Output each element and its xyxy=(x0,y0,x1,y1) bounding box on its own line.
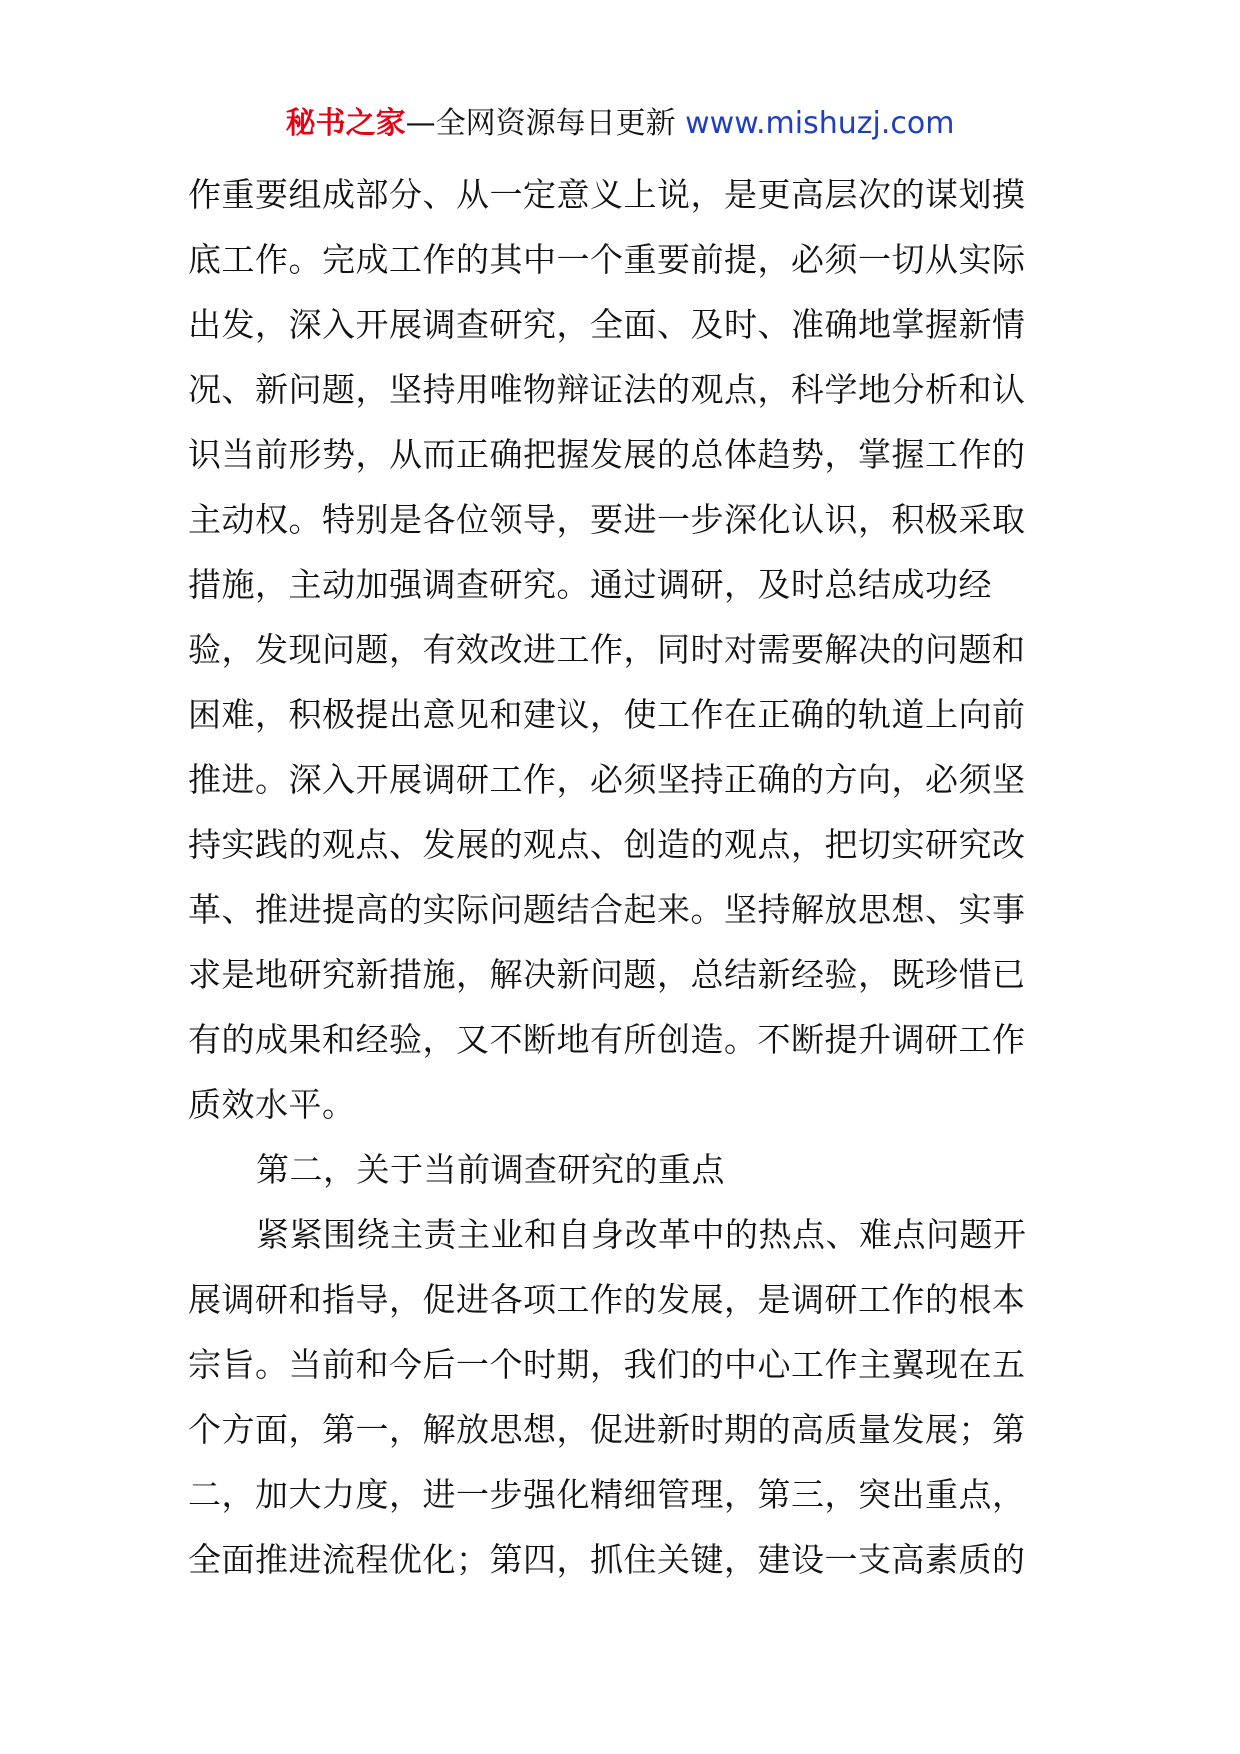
text-line: 推进。深入开展调研工作，必须坚持正确的方向，必须坚 xyxy=(188,760,1026,799)
text-line: 况、新问题，坚持用唯物辩证法的观点，科学地分析和认 xyxy=(188,370,1026,409)
website-link[interactable]: www.mishuzj.com xyxy=(685,106,955,141)
page-header xyxy=(0,100,1240,148)
text-line: 作重要组成部分、从一定意义上说，是更高层次的谋划摸 xyxy=(188,175,1026,214)
text-line: 革、推进提高的实际问题结合起来。坚持解放思想、实事 xyxy=(188,890,1026,929)
text-line: 求是地研究新措施，解决新问题，总结新经验，既珍惜已 xyxy=(188,955,1026,994)
text-line: 验，发现问题，有效改进工作，同时对需要解决的问题和 xyxy=(188,630,1026,669)
text-line: 有的成果和经验，又不断地有所创造。不断提升调研工作 xyxy=(188,1020,1026,1059)
body-text xyxy=(188,162,1058,1592)
text-line: 宗旨。当前和今后一个时期，我们的中心工作主翼现在五 xyxy=(188,1345,1026,1384)
text-line: 质效水平。 xyxy=(188,1085,356,1124)
text-line: 底工作。完成工作的其中一个重要前提，必须一切从实际 xyxy=(188,240,1026,279)
text-line: 出发，深入开展调查研究，全面、及时、准确地掌握新情 xyxy=(188,305,1026,344)
text-line: 二，加大力度，进一步强化精细管理，第三，突出重点， xyxy=(188,1475,1026,1514)
text-line: 识当前形势，从而正确把握发展的总体趋势，掌握工作的 xyxy=(188,435,1026,474)
text-line: 困难，积极提出意见和建议，使工作在正确的轨道上向前 xyxy=(188,695,1026,734)
text-line: 全面推进流程优化；第四，抓住关键，建设一支高素质的 xyxy=(188,1540,1026,1579)
header-tagline: —全网资源每日更新 xyxy=(405,106,686,141)
text-line: 持实践的观点、发展的观点、创造的观点，把切实研究改 xyxy=(188,825,1026,864)
paragraph-first-line: 紧紧围绕主责主业和自身改革中的热点、难点问题开 xyxy=(256,1215,1027,1254)
text-line: 措施，主动加强调查研究。通过调研，及时总结成功经 xyxy=(188,565,992,604)
section-heading: 第二，关于当前调查研究的重点 xyxy=(256,1150,725,1189)
brand-name: 秘书之家 xyxy=(285,106,406,141)
text-line: 个方面，第一，解放思想，促进新时期的高质量发展；第 xyxy=(188,1410,1026,1449)
text-line: 主动权。特别是各位领导，要进一步深化认识，积极采取 xyxy=(188,500,1026,539)
text-line: 展调研和指导，促进各项工作的发展，是调研工作的根本 xyxy=(188,1280,1026,1319)
